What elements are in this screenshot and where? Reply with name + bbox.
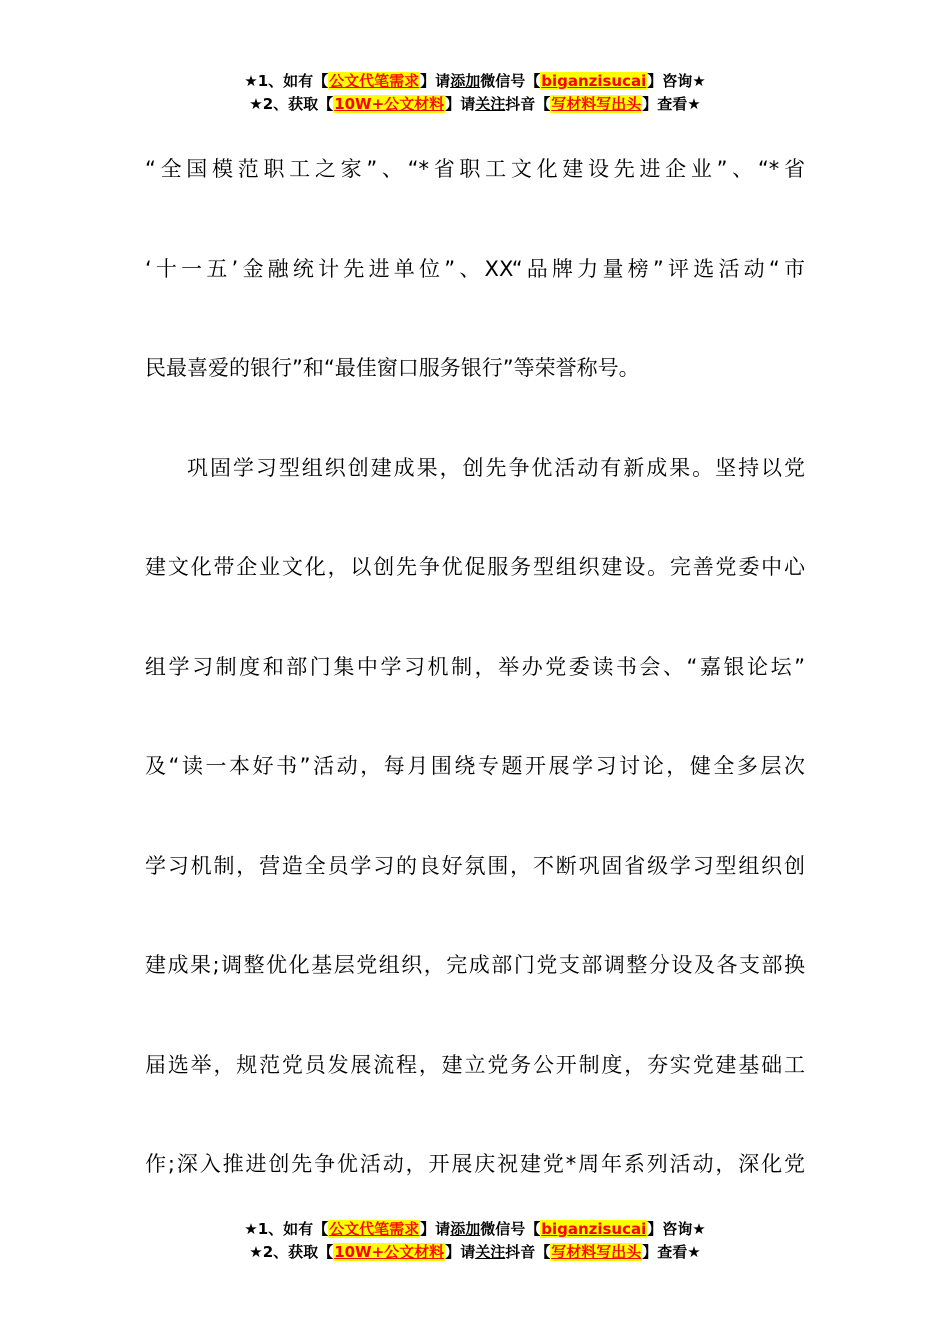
body-line: 届选举，规范党员发展流程，建立党务公开制度，夯实党建基础工: [145, 1052, 805, 1077]
banner-text: 】请: [420, 1220, 451, 1238]
banner-text: 】请: [445, 95, 476, 113]
banner-emphasis: 添加: [450, 1220, 481, 1238]
footer-banner: [0, 1218, 950, 1264]
banner-highlight: 10W+公文材料: [334, 95, 445, 113]
document-body: [145, 120, 805, 1215]
banner-text: 】请: [420, 72, 451, 90]
banner-line-1: [0, 70, 950, 93]
banner-text: 】咨询★: [647, 72, 706, 90]
banner-text: 】咨询★: [647, 1220, 706, 1238]
banner-highlight: biganzisucai: [541, 72, 647, 90]
banner-highlight: 写材料写出头: [551, 1243, 642, 1261]
banner-text: 】请: [445, 1243, 476, 1261]
header-banner: [0, 70, 950, 116]
banner-text: ★1、如有【: [244, 72, 329, 90]
banner-emphasis: 关注: [475, 95, 506, 113]
banner-text: ★1、如有【: [244, 1220, 329, 1238]
banner-line-2: [0, 1241, 950, 1264]
body-line: 巩固学习型组织创建成果，创先争优活动有新成果。坚持以党: [187, 455, 805, 480]
body-line: “全国模范职工之家”、“*省职工文化建设先进企业”、“*省: [145, 157, 805, 181]
banner-text: 】查看★: [642, 95, 701, 113]
body-line: 民最喜爱的银行”和“最佳窗口服务银行”等荣誉称号。: [145, 356, 640, 380]
banner-line-2: [0, 93, 950, 116]
banner-highlight: 公文代笔需求: [329, 1220, 420, 1238]
banner-text: 抖音【: [505, 1243, 551, 1261]
body-line: 组学习制度和部门集中学习机制，举办党委读书会、“嘉银论坛”: [145, 654, 805, 679]
body-line: 建成果;调整优化基层党组织，完成部门党支部调整分设及各支部换: [145, 953, 805, 977]
body-line: 学习机制，营造全员学习的良好氛围，不断巩固省级学习型组织创: [145, 853, 805, 878]
banner-text: 微信号【: [480, 72, 541, 90]
banner-emphasis: 关注: [475, 1243, 506, 1261]
body-line: 建文化带企业文化，以创先争优促服务型组织建设。完善党委中心: [145, 555, 805, 579]
banner-line-1: [0, 1218, 950, 1241]
banner-text: 抖音【: [505, 95, 551, 113]
banner-emphasis: 添加: [450, 72, 481, 90]
body-line: 及“读一本好书”活动，每月围绕专题开展学习讨论，健全多层次: [145, 754, 805, 778]
banner-highlight: biganzisucai: [541, 1220, 647, 1238]
banner-text: ★2、获取【: [249, 1243, 334, 1261]
body-line: ‘十一五’金融统计先进单位”、XX“品牌力量榜”评选活动“市: [145, 256, 805, 281]
banner-text: ★2、获取【: [249, 95, 334, 113]
body-line: 作;深入推进创先争优活动，开展庆祝建党*周年系列活动，深化党: [145, 1152, 805, 1176]
banner-highlight: 写材料写出头: [551, 95, 642, 113]
banner-highlight: 10W+公文材料: [334, 1243, 445, 1261]
banner-text: 微信号【: [480, 1220, 541, 1238]
banner-text: 】查看★: [642, 1243, 701, 1261]
banner-highlight: 公文代笔需求: [329, 72, 420, 90]
